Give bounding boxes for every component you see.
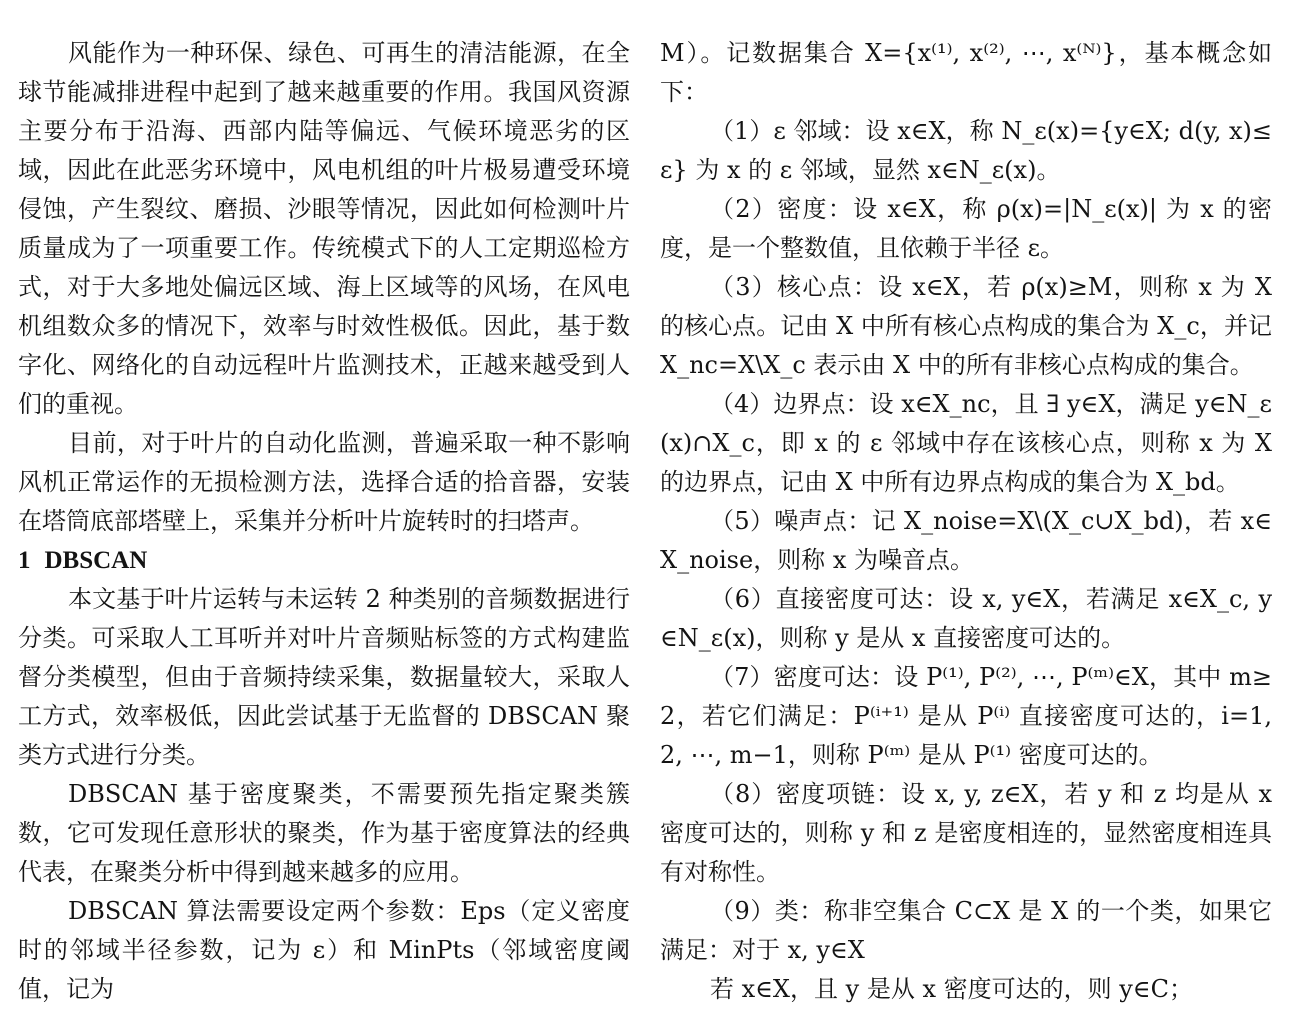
definition-border-point: （4）边界点：设 x∈X_nc，且 ∃ y∈X，满足 y∈N_ε(x)∩X_c，即 x 的 ε 邻域中存在该核心点，则称 x 为 X 的边界点，记由 X 中所有边界点构成的集合为 X_bd。 (660, 390, 1272, 496)
dbscan-paragraph-3: DBSCAN 算法需要设定两个参数：Eps（定义密度时的邻域半径参数，记为 ε）和 MinPts（邻域密度阈值，记为 (18, 897, 630, 1003)
right-column (660, 34, 1272, 1009)
intro-paragraph-1: 风能作为一种环保、绿色、可再生的清洁能源，在全球节能减排进程中起到了越来越重要的作用。我国风资源主要分布于沿海、西部内陆等偏远、气候环境恶劣的区域，因此在此恶劣环境中，风电机组的叶片极易遭受环境侵蚀，产生裂纹、磨损、沙眼等情况，因此如何检测叶片质量成为了一项重要工作。传统模式下的人工定期巡检方式，对于大多地处偏远区域、海上区域等的风场，在风电机组数众多的情况下，效率与时效性极低。因此，基于数字化、网络化的自动远程叶片监测技术，正越来越受到人们的重视。 (18, 39, 630, 418)
cluster-condition: 若 x∈X，且 y 是从 x 密度可达的，则 y∈C； (710, 975, 1193, 1003)
section-heading-dbscan (18, 541, 630, 580)
left-column (18, 34, 630, 1009)
definition-epsilon-neighborhood: （1）ε 邻域：设 x∈X，称 N_ε(x)={y∈X; d(y, x)≤ε} 为 x 的 ε 邻域，显然 x∈N_ε(x)。 (660, 117, 1272, 184)
section-number: 1 (18, 547, 31, 574)
dataset-definition-paragraph: M）。记数据集合 X={x⁽¹⁾, x⁽²⁾, ⋯, x⁽ᴺ⁾}，基本概念如下： (660, 39, 1272, 106)
definition-core-point: （3）核心点：设 x∈X，若 ρ(x)≥M，则称 x 为 X 的核心点。记由 X 中所有核心点构成的集合为 X_c，并记 X_nc=X\X_c 表示由 X 中的所有非核心点构成的集合。 (660, 273, 1272, 379)
dbscan-paragraph-1: 本文基于叶片运转与未运转 2 种类别的音频数据进行分类。可采取人工耳听并对叶片音频贴标签的方式构建监督分类模型，但由于音频持续采集，数据量较大，采取人工方式，效率极低，因此尝试基于无监督的 DBSCAN 聚类方式进行分类。 (18, 585, 630, 769)
definition-density-reachable: （7）密度可达：设 P⁽¹⁾, P⁽²⁾, ⋯, P⁽ᵐ⁾∈X，其中 m≥2，若它们满足：P⁽ⁱ⁺¹⁾ 是从 P⁽ⁱ⁾ 直接密度可达的，i=1, 2, ⋯, m−1，则称 P⁽ᵐ⁾ 是从 P⁽¹⁾ 密度可达的。 (660, 663, 1272, 769)
definition-density: （2）密度：设 x∈X，称 ρ(x)=|N_ε(x)| 为 x 的密度，是一个整数值，且依赖于半径 ε。 (660, 195, 1272, 262)
definition-noise-point: （5）噪声点：记 X_noise=X\(X_c∪X_bd)，若 x∈X_noise，则称 x 为噪音点。 (660, 507, 1272, 574)
dbscan-paragraph-2: DBSCAN 基于密度聚类，不需要预先指定聚类簇数，它可发现任意形状的聚类，作为基于密度算法的经典代表，在聚类分析中得到越来越多的应用。 (18, 780, 630, 886)
definition-direct-density-reachable: （6）直接密度可达：设 x, y∈X，若满足 x∈X_c, y∈N_ε(x)，则称 y 是从 x 直接密度可达的。 (660, 585, 1272, 652)
definition-density-connected: （8）密度项链：设 x, y, z∈X，若 y 和 z 均是从 x 密度可达的，则称 y 和 z 是密度相连的，显然密度相连具有对称性。 (660, 780, 1272, 886)
section-title: DBSCAN (44, 547, 148, 574)
definition-cluster: （9）类：称非空集合 C⊂X 是 X 的一个类，如果它满足：对于 x, y∈X (660, 897, 1272, 964)
intro-paragraph-2: 目前，对于叶片的自动化监测，普遍采取一种不影响风机正常运作的无损检测方法，选择合适的拾音器，安装在塔筒底部塔壁上，采集并分析叶片旋转时的扫塔声。 (18, 429, 630, 535)
